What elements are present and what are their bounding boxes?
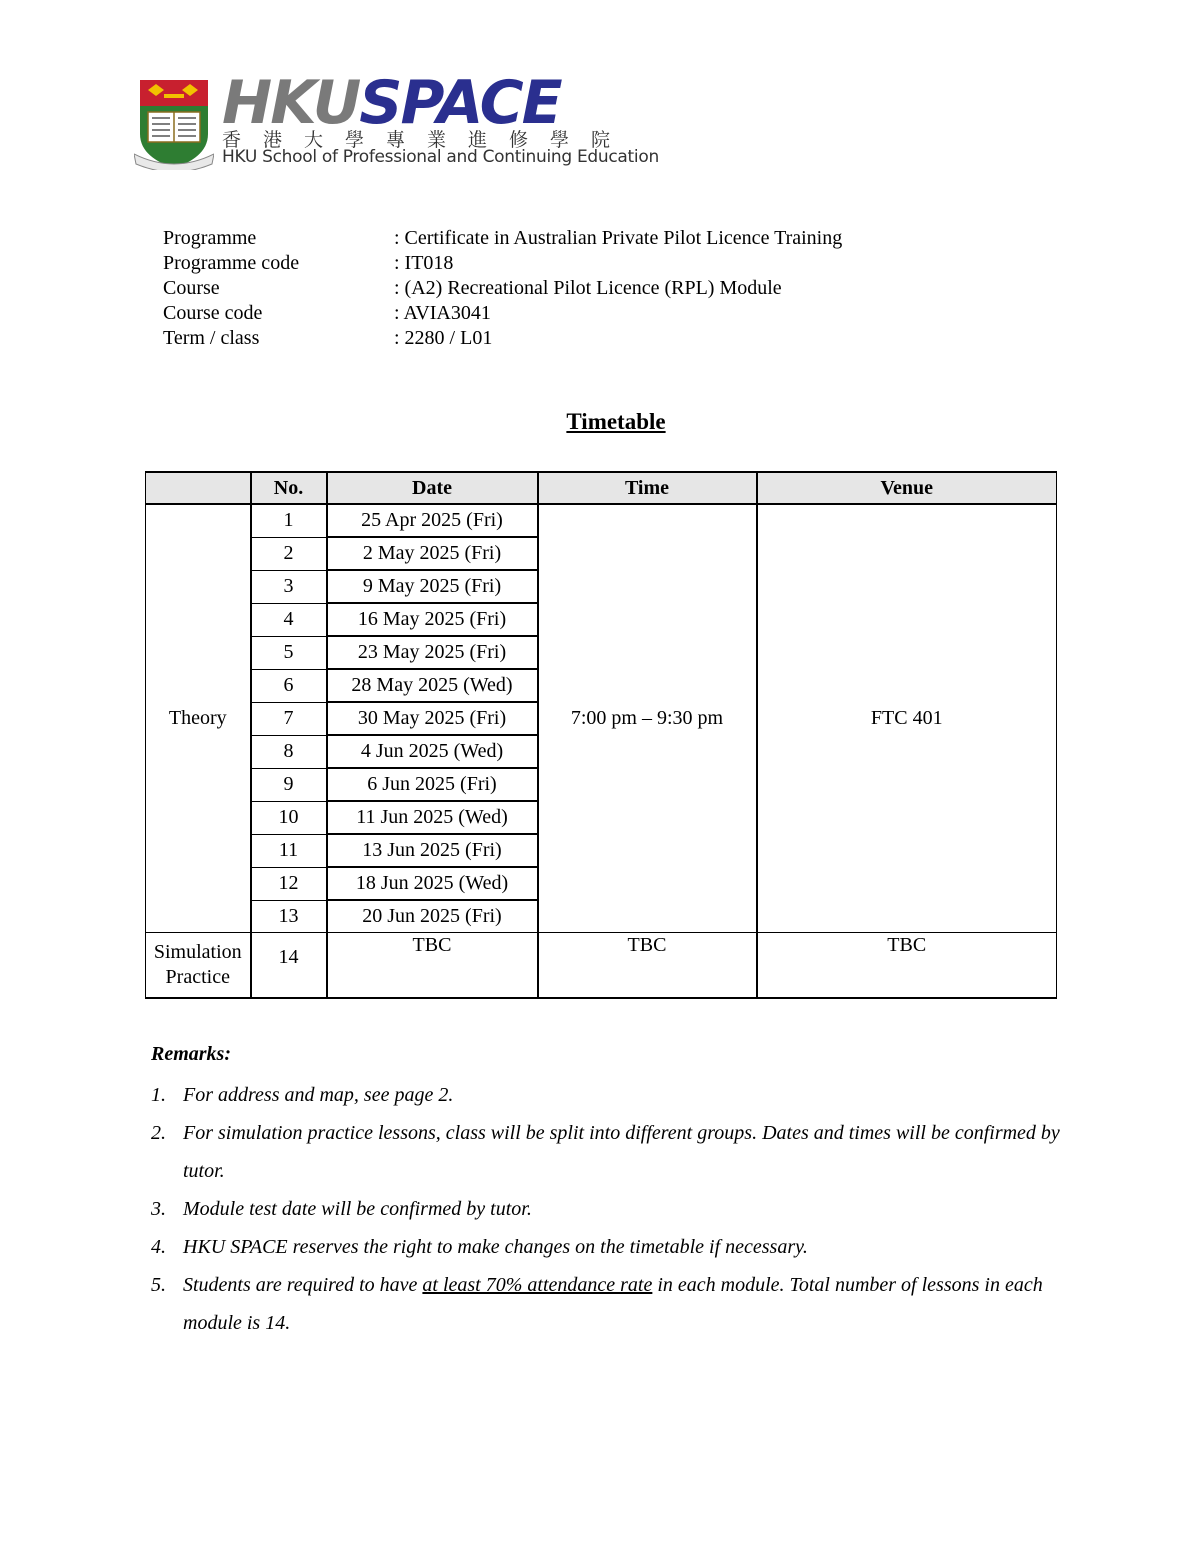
lesson-date: 11 Jun 2025 (Wed) xyxy=(327,801,538,834)
simulation-label-line: Simulation xyxy=(153,941,242,963)
lesson-no: 13 xyxy=(251,900,327,933)
remark-item xyxy=(151,1114,1066,1190)
lesson-no: 6 xyxy=(251,669,327,702)
remark-text xyxy=(183,1266,1066,1342)
simulation-label-line: Practice xyxy=(165,966,230,988)
lesson-no: 8 xyxy=(251,735,327,768)
info-value: : 2280 / L01 xyxy=(394,327,493,349)
remark-item xyxy=(151,1190,1066,1228)
info-row-course-code xyxy=(163,301,842,326)
simulation-label xyxy=(146,933,251,999)
remark-text-part: Students are required to have xyxy=(183,1274,423,1296)
lesson-no: 11 xyxy=(251,834,327,867)
page-title: Timetable xyxy=(566,409,666,434)
lesson-no: 14 xyxy=(251,933,327,999)
info-row-course xyxy=(163,276,842,301)
remarks-title: Remarks: xyxy=(151,1043,231,1065)
remark-item xyxy=(151,1266,1066,1342)
lesson-date: 2 May 2025 (Fri) xyxy=(327,537,538,570)
info-row-programme-code xyxy=(163,251,842,276)
remark-text: For simulation practice lessons, class will be split into different groups. Dates and times will be confirmed by tutor. xyxy=(183,1122,1060,1182)
column-header-venue: Venue xyxy=(757,472,1057,504)
info-value: : AVIA3041 xyxy=(394,302,491,324)
table-header-row xyxy=(146,472,1057,504)
lesson-date: 25 Apr 2025 (Fri) xyxy=(327,504,538,537)
lesson-no: 2 xyxy=(251,537,327,570)
info-label: Course code xyxy=(163,302,263,324)
info-label: Programme code xyxy=(163,252,300,274)
lesson-date: 6 Jun 2025 (Fri) xyxy=(327,768,538,801)
lesson-no: 3 xyxy=(251,570,327,603)
remark-item xyxy=(151,1228,1066,1266)
attendance-requirement: at least 70% attendance rate xyxy=(422,1274,653,1296)
remark-text: Module test date will be confirmed by tutor. xyxy=(183,1198,532,1220)
lesson-date: 13 Jun 2025 (Fri) xyxy=(327,834,538,867)
course-info xyxy=(163,226,842,351)
lesson-date: 18 Jun 2025 (Wed) xyxy=(327,867,538,900)
column-header-time: Time xyxy=(538,472,757,504)
info-label: Course xyxy=(163,277,220,299)
lesson-date: 20 Jun 2025 (Fri) xyxy=(327,900,538,933)
info-value: : (A2) Recreational Pilot Licence (RPL) Module xyxy=(394,277,782,299)
lesson-date: 9 May 2025 (Fri) xyxy=(327,570,538,603)
simulation-venue: TBC xyxy=(757,933,1057,999)
table-row xyxy=(146,504,1057,537)
brand-space-text: SPACE xyxy=(359,68,561,138)
remarks-section xyxy=(151,1040,1066,1342)
remark-text: HKU SPACE reserves the right to make changes on the timetable if necessary. xyxy=(183,1236,808,1258)
remark-number: 5. xyxy=(151,1274,166,1296)
info-label: Term / class xyxy=(163,327,260,349)
info-row-programme xyxy=(163,226,842,251)
lesson-date: 23 May 2025 (Fri) xyxy=(327,636,538,669)
lesson-no: 4 xyxy=(251,603,327,636)
lesson-date: 28 May 2025 (Wed) xyxy=(327,669,538,702)
theory-label: Theory xyxy=(146,504,251,933)
theory-time: 7:00 pm – 9:30 pm xyxy=(538,504,757,933)
column-header-date: Date xyxy=(327,472,538,504)
lesson-date: 30 May 2025 (Fri) xyxy=(327,702,538,735)
lesson-date: 4 Jun 2025 (Wed) xyxy=(327,735,538,768)
simulation-date: TBC xyxy=(327,933,538,999)
remark-number: 3. xyxy=(151,1198,166,1220)
lesson-no: 5 xyxy=(251,636,327,669)
simulation-row xyxy=(146,933,1057,999)
lesson-no: 1 xyxy=(251,504,327,537)
column-header-no: No. xyxy=(251,472,327,504)
remark-number: 2. xyxy=(151,1122,166,1144)
brand-hku-text: HKU xyxy=(222,68,360,138)
university-crest-icon xyxy=(134,76,214,170)
lesson-no: 12 xyxy=(251,867,327,900)
info-value: : IT018 xyxy=(394,252,454,274)
hku-space-logo xyxy=(134,68,674,174)
remark-text-part: in each module. Total number of lessons in each module is 14. xyxy=(183,1274,1043,1334)
column-header-category xyxy=(146,472,251,504)
lesson-date: 16 May 2025 (Fri) xyxy=(327,603,538,636)
lesson-no: 10 xyxy=(251,801,327,834)
remark-number: 1. xyxy=(151,1084,166,1106)
info-label: Programme xyxy=(163,227,257,249)
lesson-no: 7 xyxy=(251,702,327,735)
remark-number: 4. xyxy=(151,1236,166,1258)
brand-english-name: HKU School of Professional and Continuing Education xyxy=(222,147,659,167)
info-row-term-class xyxy=(163,326,842,351)
lesson-no: 9 xyxy=(251,768,327,801)
brand-chinese-name: 香港大學專業進修學院 xyxy=(222,129,633,151)
timetable-table xyxy=(145,471,1057,999)
simulation-time: TBC xyxy=(538,933,757,999)
remark-item xyxy=(151,1076,1066,1114)
info-value: : Certificate in Australian Private Pilot Licence Training xyxy=(394,227,843,249)
theory-venue: FTC 401 xyxy=(757,504,1057,933)
remark-text: For address and map, see page 2. xyxy=(183,1084,454,1106)
